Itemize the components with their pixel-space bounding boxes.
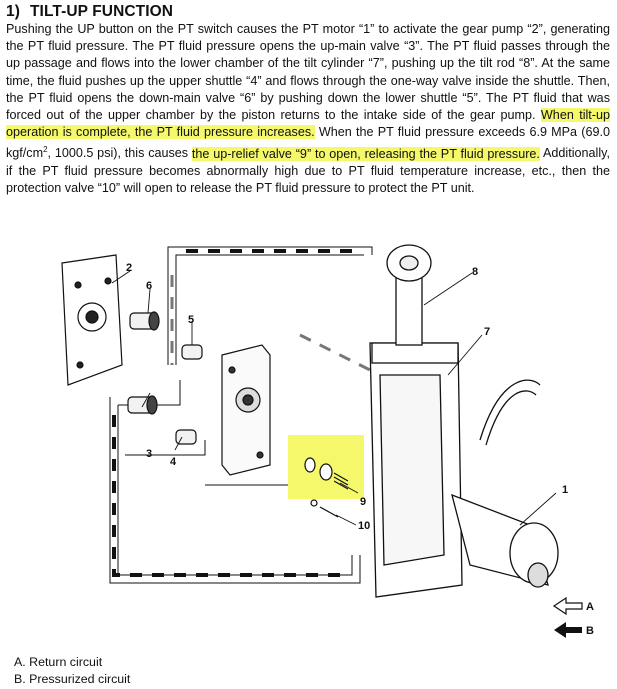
- paragraph-text: , 1000.5 psi), this causes: [47, 146, 192, 161]
- callout-6: 6: [146, 280, 153, 292]
- callout-9: 9: [360, 496, 367, 508]
- section-number: 1): [6, 3, 20, 20]
- callout-4: 4: [170, 456, 177, 468]
- legend-arrow-a: [554, 598, 582, 614]
- callout-10: 10: [358, 520, 371, 532]
- flow-arrows: [300, 335, 380, 375]
- body-paragraph: [6, 21, 610, 197]
- tilt-rod: [387, 245, 431, 345]
- return-pipe: [176, 255, 364, 269]
- callout-2: 2: [126, 262, 133, 274]
- callout-8: 8: [472, 266, 479, 278]
- highlight-pressure-increase: When tilt-up operation is complete, the PT fluid pressure increases.: [6, 108, 610, 140]
- lower-shuttle: [182, 345, 202, 359]
- legend: [14, 654, 130, 688]
- pt-motor: [452, 380, 558, 587]
- highlight-up-relief: the up-relief valve “9” to open, releasing the PT fluid pressure.: [191, 146, 540, 161]
- down-main-valve: [130, 312, 159, 330]
- hydraulic-diagram: [0, 225, 617, 645]
- section-heading: [6, 3, 173, 21]
- legend-return-circuit: A. Return circuit: [14, 655, 103, 669]
- gear-pump: [62, 255, 122, 385]
- paragraph-text: Additionally, if the PT fluid pressure becomes abnormally high due to PT fluid temperature increase, etc., then the protection valve “10” will open to release the PT fluid pressure to protect the PT unit.: [6, 146, 610, 196]
- manifold-block: [222, 345, 270, 475]
- callout-5: 5: [188, 314, 195, 326]
- paragraph-text: Pushing the UP button on the PT switch causes the PT motor “1” to activate the gear pump “2”, generating the PT fluid pressure. The PT fluid pressure opens the up-main valve “3”. The PT fluid passes through the up passage and flows into the lower chamber of the tilt cylinder “7”, pushing up the tilt rod “8”. At the same time, the fluid pushes up the upper shuttle “4” and flows through the one-way valve inside the shuttle. Then, the PT fluid opens the down-main valve “6” by pushing down the lower shuttle “5”. The PT fluid that was forced out of the upper chamber by the piston returns to the intake side of the gear pump.: [6, 22, 610, 123]
- protection-valve: [311, 500, 338, 517]
- callout-1: 1: [562, 484, 569, 496]
- paragraph-text: When the PT fluid pressure exceeds 6.9 MPa (69.0 kgf/cm: [6, 125, 610, 161]
- tilt-cylinder: [370, 343, 462, 597]
- section-title: TILT-UP FUNCTION: [29, 3, 174, 20]
- callout-3: 3: [146, 448, 153, 460]
- superscript: 2: [43, 145, 48, 155]
- callout-7: 7: [484, 326, 491, 338]
- up-main-valve: [128, 396, 157, 414]
- legend-arrow-b: [554, 622, 582, 638]
- legend-key-a: A: [586, 601, 594, 613]
- legend-key-b: B: [586, 625, 594, 637]
- legend-pressurized-circuit: B. Pressurized circuit: [14, 672, 131, 686]
